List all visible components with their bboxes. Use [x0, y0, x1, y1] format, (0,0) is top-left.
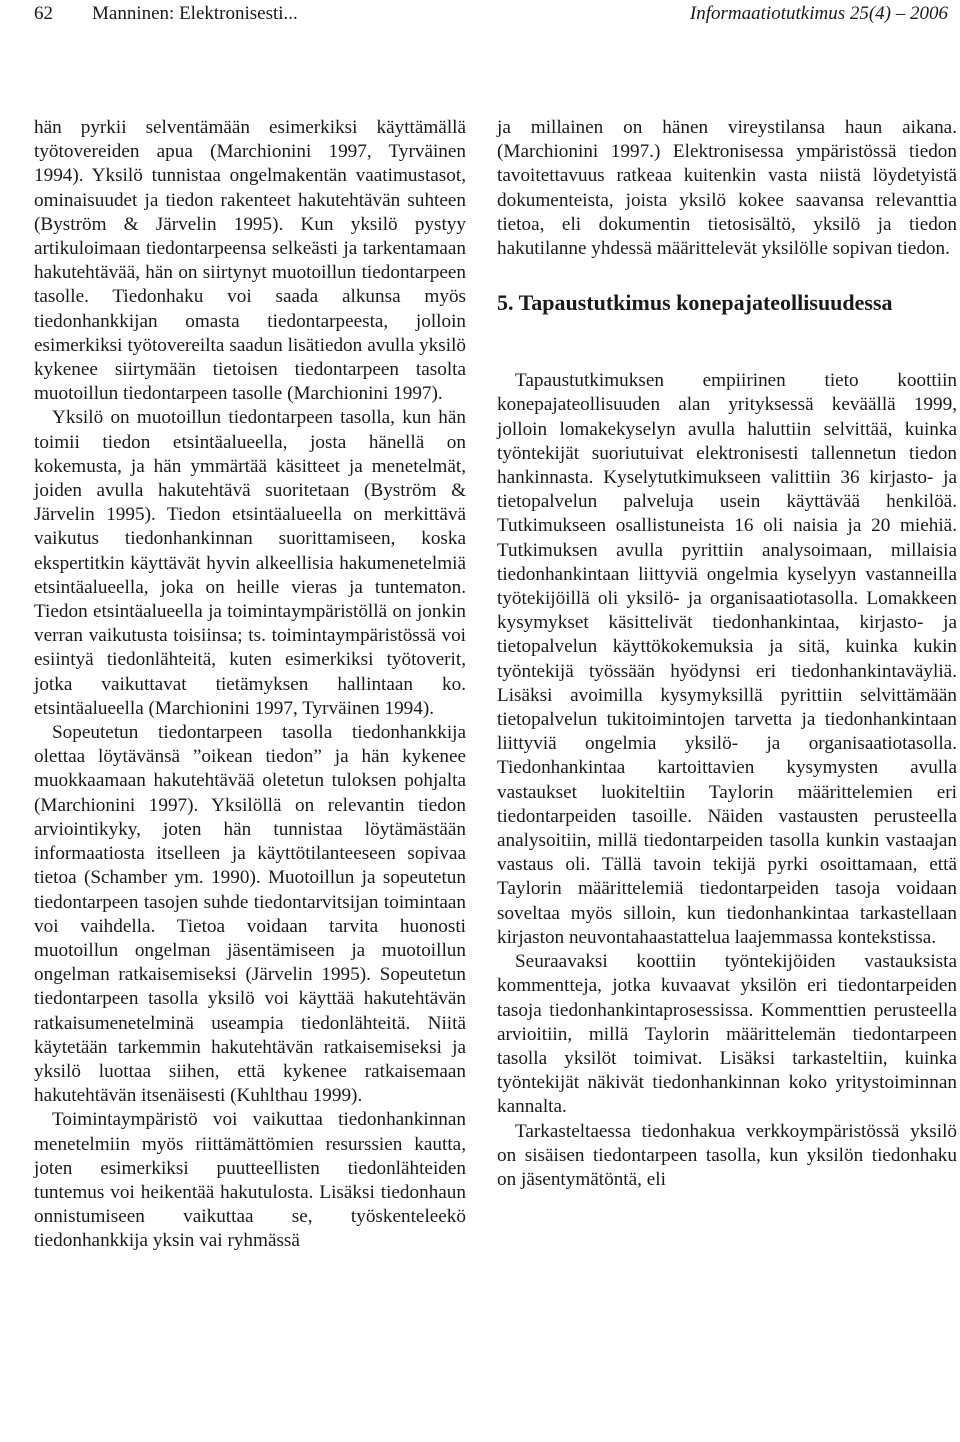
body-paragraph: Yksilö on muotoillun tiedontarpeen tasolla, kun hän toimii tiedon etsintäalueella, josta hänellä on kokemusta, ja hän ymmärtää käsitteet ja menetelmät, joiden avulla hakutehtävä suoritetaan (Byström & Järvelin 1995). Tiedon etsintäalueella on merkittävä vaikutus tiedonhankinnan suorittamiseen, koska ekspertitkin käyttävät hyvin alkeellisia hakumenetelmiä etsintäalueella, joka on heille vieras ja tuntematon. Tiedon etsintäalueella ja toimintaympäristöllä on jonkin verran vaikutusta toisiinsa; ts. toimintaympäristössä voi esiintyä tiedonlähteitä, kuten esimerkiksi työtoverit, jotka vaikuttavat tietämyksen hallintaan ko. etsintäalueella (Marchionini 1997, Tyrväinen 1994).	[34, 407, 466, 719]
body-paragraph: ja millainen on hänen vireystilansa haun aikana. (Marchionini 1997.) Elektronisessa ympäristössä tiedon tavoitettavuus ratkeaa kuitenkin vasta niistä löydetyistä dokumenteista, joista yksilö kokee saavansa relevanttia tietoa, eli dokumentin tietosisältö, yksilö ja tiedon hakutilanne yhdessä määrittelevät yksilölle sopivan tiedon.	[497, 117, 957, 260]
right-column	[497, 116, 957, 1192]
section-number: 5.	[497, 290, 514, 316]
body-paragraph: Seuraavaksi koottiin työntekijöiden vastauksista kommentteja, jotka kuvaavat yksilön eri tiedontarpeiden tasoja tiedonhankintaprosessissa. Kommenttien perusteella arvioitiin, millä Taylorin määrittelemän tiedontarpeen tasolla yksilöt toimivat. Lisäksi tarkasteltiin, kuinka työntekijät näkivät tiedonhankinnan koko yritystoiminnan kannalta.	[497, 951, 957, 1118]
running-head: Manninen: Elektronisesti...	[92, 3, 298, 24]
page-header	[0, 0, 960, 40]
body-paragraph: Toimintaympäristö voi vaikuttaa tiedonhankinnan menetelmiin myös riittämättömien resurssien kautta, joten esimerkiksi puutteellisten tiedonlähteiden tuntemus voi heikentää hakutulosta. Lisäksi tiedonhaun onnistumiseen vaikuttaa se, työskenteleekö tiedonhankkija yksin vai ryhmässä	[34, 1109, 466, 1252]
body-paragraph: hän pyrkii selventämään esimerkiksi käyttämällä työtovereiden apua (Marchionini 1997, Tyrväinen 1994). Yksilö tunnistaa ongelmakentän vaatimustasot, ominaisuudet ja tiedon rakenteet hakutehtävän suhteen (Byström & Järvelin 1995). Kun yksilö pystyy artikuloimaan tiedontarpeensa selkeästi ja tarkentamaan hakutehtävää, hän on siirtynyt muotoillun tiedontarpeen tasolle. Tiedonhaku voi saada alkunsa myös tiedonhankkijan omasta tiedontarpeesta, jolloin esimerkiksi työtovereilta saadun lisätiedon avulla yksilö kykenee siirtymään tietoisen tiedontarpeen tasolta muotoillun tiedontarpeen tasolle (Marchionini 1997).	[34, 117, 466, 405]
body-paragraph: Tarkasteltaessa tiedonhakua verkkoympäristössä yksilö on sisäisen tiedontarpeen tasolla, kun yksilön tiedonhaku on jäsentymätöntä, eli	[497, 1120, 957, 1190]
body-paragraph: Tapaustutkimuksen empiirinen tieto koottiin konepajateollisuuden alan yrityksessä keväällä 1999, jolloin lomakekyselyn avulla haluttiin selvittää, kuinka työntekijät suoriutuivat elektronisesti tallennetun tiedon hankinnasta. Kyselytutkimukseen valittiin 36 kirjasto- ja tietopalvelun palveluja usein käyttävää henkilöä. Tutkimukseen osallistuneista 16 oli naisia ja 20 miehiä. Tutkimuksen avulla pyrittiin analysoimaan, millaisia tiedonhankintaan liittyviä ongelmia kyselyyn vastanneilla työtekijöillä oli yksilö- ja organisaatiotasolla. Lomakkeen kysymykset käsittelivät tiedonhankintaa, kirjasto- ja tietopalvelun käyttökokemuksia ja sitä, kuinka kukin työntekijä työssään hyödynsi eri tiedonhankintaväyliä. Lisäksi avoimilla kysymyksillä pyrittiin selvittämään tietopalvelun tukitoimintojen tarvetta ja tiedonhankintaan liittyviä ongelmia yksilö- ja organisaatiotasolla. Tiedonhankintaa kartoittavien kysymysten avulla vastaukset luokiteltiin Taylorin määrittelemien eri tiedontarpeiden tasoille. Näiden vastausten perusteella analysoitiin, millä tiedontarpeiden tasolla kunkin vastaajan vastaus oli. Tällä tavoin tekijä pyrki osoittamaan, että Taylorin määrittelemiä tiedontarpeiden tasoja voidaan soveltaa myös silloin, kun tiedonhankintaa tarkastellaan kirjaston neuvontahaastattelua laajemmassa kontekstissa.	[497, 370, 957, 948]
page-number: 62	[34, 3, 53, 24]
section-heading	[497, 289, 957, 317]
left-column	[34, 116, 466, 1254]
section-title: Tapaustutkimus konepajateollisuudessa	[518, 290, 893, 316]
body-paragraph: Sopeutetun tiedontarpeen tasolla tiedonhankkija olettaa löytävänsä ”oikean tiedon” ja hän kykenee muokkaamaan hakutehtävää oletetun tuloksen pohjalta (Marchionini 1997). Yksilöllä on relevantin tiedon arviointikyky, joten hän tunnistaa löytämästään informaatiosta itselleen ja käyttötilanteeseen sopivaa tietoa (Schamber ym. 1990). Muotoillun ja sopeutetun tiedontarpeen tasojen suhde tiedontarvitsijan toimintaan voi vaihdella. Tietoa voidaan tarvita huonosti muotoillun ongelman jäsentämiseen ja muotoillun ongelman ratkaisemiseksi (Järvelin 1995). Sopeutetun tiedontarpeen tasolla yksilö voi käyttää hakutehtävän ratkaisumenetelminä useampia tiedonlähteitä. Niitä käytetään tarkemmin hakutehtävän ratkaisemiseksi ja yksilö luottaa siihen, että kykenee ratkaisemaan hakutehtävän itsenäisesti (Kuhlthau 1999).	[34, 722, 466, 1107]
journal-reference: Informaatiotutkimus 25(4) – 2006	[689, 3, 948, 24]
